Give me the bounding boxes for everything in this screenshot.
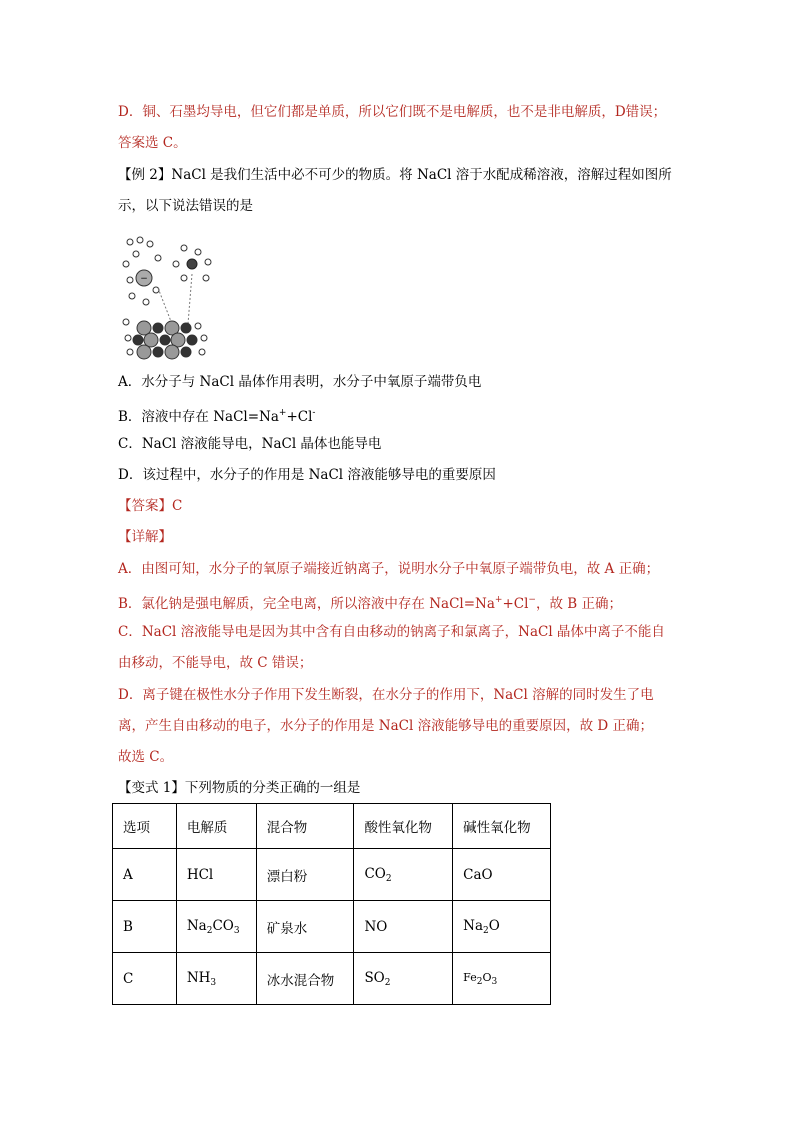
table-row bbox=[113, 901, 551, 953]
explanation-c-line1: C．NaCl 溶液能导电是因为其中含有自由移动的钠离子和氯离子，NaCl 晶体中离子不能自 bbox=[118, 624, 665, 640]
mixture-cell: 漂白粉 bbox=[256, 849, 354, 901]
header-cell: 酸性氧化物 bbox=[354, 804, 453, 849]
table-row bbox=[113, 953, 551, 1005]
basic-oxide-cell: $Na_2O$ bbox=[453, 901, 551, 953]
classification-table bbox=[112, 803, 551, 1005]
question-stem-line2: 示，以下说法错误的是 bbox=[118, 198, 253, 214]
table-header-row bbox=[113, 804, 551, 849]
mixture-cell: 矿泉水 bbox=[256, 901, 354, 953]
choice-a: A．水分子与 NaCl 晶体作用表明，水分子中氧原子端带负电 bbox=[118, 374, 482, 390]
header-cell: 碱性氧化物 bbox=[453, 804, 551, 849]
option-cell: C bbox=[113, 953, 177, 1005]
variant-question: 【变式 1】下列物质的分类正确的一组是 bbox=[118, 780, 361, 796]
explanation-d-line2: 离，产生自由移动的电子，水分子的作用是 NaCl 溶液能够导电的重要原因，故 D 正确； bbox=[118, 718, 653, 734]
dissolution-diagram bbox=[118, 234, 222, 362]
electrolyte-cell: $NH_3$ bbox=[176, 953, 256, 1005]
mixture-cell: 冰水混合物 bbox=[256, 953, 354, 1005]
explanation-d-line1: D．离子键在极性水分子作用下发生断裂，在水分子的作用下，NaCl 溶解的同时发生了电 bbox=[118, 687, 654, 703]
electrolyte-cell: HCl bbox=[176, 849, 256, 901]
electrolyte-cell: $Na_2CO_3$ bbox=[176, 901, 256, 953]
option-cell: A bbox=[113, 849, 177, 901]
svg-text:−: − bbox=[140, 274, 148, 284]
explanation-a: A．由图可知，水分子的氧原子端接近钠离子，说明水分子中氧原子端带负电，故 A 正确； bbox=[118, 561, 660, 577]
prev-answer: 答案选 C。 bbox=[118, 135, 187, 151]
basic-oxide-cell: $Fe_2O_3$ bbox=[453, 953, 551, 1005]
option-cell: B bbox=[113, 901, 177, 953]
header-cell: 电解质 bbox=[176, 804, 256, 849]
table-row bbox=[113, 849, 551, 901]
acidic-oxide-cell: NO bbox=[354, 901, 453, 953]
header-cell: 混合物 bbox=[256, 804, 354, 849]
explanation-c-line2: 由移动，不能导电，故 C 错误； bbox=[118, 655, 313, 671]
question-stem-line1: 【例 2】NaCl 是我们生活中必不可少的物质。将 NaCl 溶于水配成稀溶液，溶解过程如图所 bbox=[118, 167, 672, 183]
choice-c: C．NaCl 溶液能导电，NaCl 晶体也能导电 bbox=[118, 436, 382, 452]
header-cell: 选项 bbox=[113, 804, 177, 849]
choice-b: B．溶液中存在 NaCl=Na++Cl- bbox=[118, 408, 316, 425]
acidic-oxide-cell: $SO_2$ bbox=[354, 953, 453, 1005]
acidic-oxide-cell: $CO_2$ bbox=[354, 849, 453, 901]
prev-option-d: D．铜、石墨均导电，但它们都是单质，所以它们既不是电解质，也不是非电解质，D错误； bbox=[118, 104, 667, 120]
answer-label: 【答案】C bbox=[118, 498, 183, 514]
detail-label: 【详解】 bbox=[118, 529, 172, 545]
conclusion: 故选 C。 bbox=[118, 749, 174, 765]
choice-d: D．该过程中，水分子的作用是 NaCl 溶液能够导电的重要原因 bbox=[118, 467, 496, 483]
basic-oxide-cell: CaO bbox=[453, 849, 551, 901]
explanation-b: B．氯化钠是强电解质，完全电离，所以溶液中存在 NaCl=Na++Cl−，故 B 正确； bbox=[118, 595, 622, 612]
